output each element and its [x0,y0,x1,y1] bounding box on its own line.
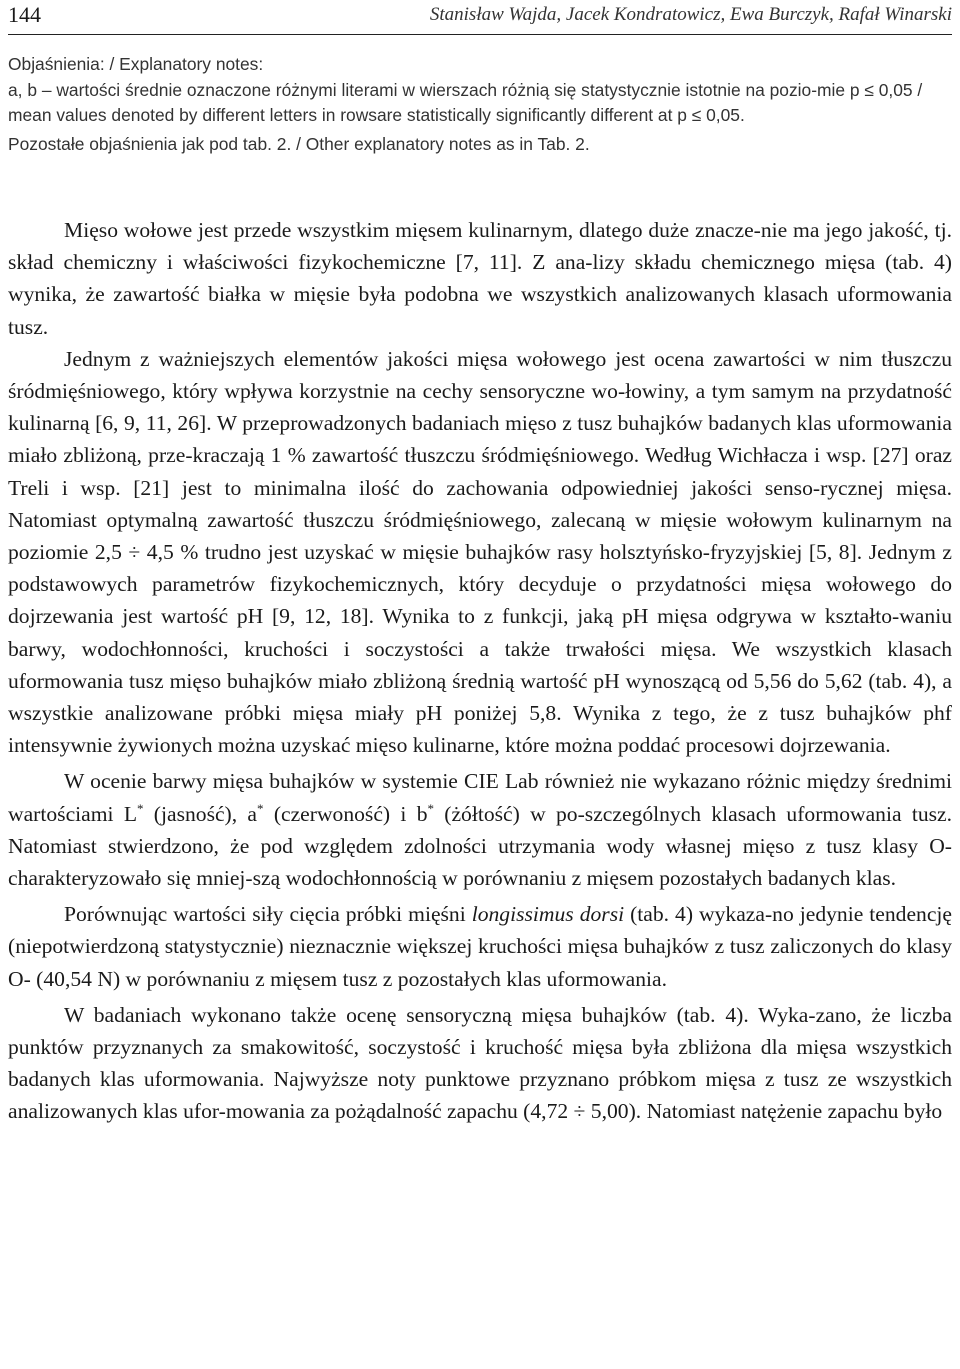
superscript-asterisk: * [427,800,434,816]
notes-other-line: Pozostałe objaśnienia jak pod tab. 2. / Other explanatory notes as in Tab. 2. [8,133,590,154]
notes-heading: Objaśnienia: / Explanatory notes: [8,54,264,74]
paragraph-2: Jednym z ważniejszych elementów jakości mięsa wołowego jest ocena zawartości w nim tłuszczu śródmięśniowego, który wpływa korzystnie na cechy sensoryczne wo-łowiny, a tym samym na przydatność kulinarną [6, 9, 11, 26]. W przeprowadzonych badaniach mięso z tusz buhajków badanych klas uformowania miało zbliżoną, prze-kraczają 1 % zawartość tłuszczu śródmięśniowego. Według Wichłacza i wsp. [27] oraz Treli i wsp. [21] jest to minimalna ilość do zachowania odpowiedniej jakości senso-rycznej mięsa. Natomiast optymalną zawartość tłuszczu śródmięśniowego, zalecaną w mięsie wołowym kulinarnym na poziomie 2,5 ÷ 4,5 % trudno jest uzyskać w mięsie buhajków rasy holsztyńsko-fryzyjskiej [5, 8]. Jednym z podstawowych parametrów fizykochemicznych, który decyduje o przydatności mięsa wołowego do dojrzewania jest wartość pH [9, 12, 18]. Wynika to z funkcji, jaką pH mięsa odgrywa w kształto-waniu barwy, wodochłonności, kruchości i soczystości a także trwałości mięsa. We wszystkich klasach uformowania tusz mięso buhajków miało zbliżoną średnią wartość pH wynoszącą od 5,56 do 5,62 (tab. 4), a wszystkie analizowane próbki mięsa miały pH poniżej 5,8. Wynika z tego, że z tusz buhajków phf intensywnie żywionych można uzyskać mięso kulinarne, które można poddać procesowi dojrzewania. [8,346,952,758]
paragraph-5: W badaniach wykonano także ocenę sensoryczną mięsa buhajków (tab. 4). Wyka-zano, że liczba punktów przyznanych za smakowitość, soczystość i kruchość mięsa była zbliżona dla mięsa wszystkich badanych klas uformowania. Najwyższe noty punktowe przyznano próbkom mięsa z tusz ze wszystkich analizowanych klas ufor-mowania za pożądalność zapachu (4,72 ÷ 5,00). Natomiast natężenie zapachu było [8,1002,952,1124]
paragraph-1: Mięso wołowe jest przede wszystkim mięsem kulinarnym, dlatego duże znacze-nie ma jego jakość, tj. skład chemiczny i właściwości fizykochemiczne [7, 11]. Z ana-lizy składu chemicznego mięsa (tab. 4) wynika, że zawartość białka w mięsie była podobna we wszystkich analizowanych klasach uformowania tusz. [8,218,952,339]
paragraph-3-text-d: (żółtość) w po-szczególnych klasach uformowania tusz. Natomiast stwierdzono, że pod względem zdolności utrzymania wody własnej mięso z tusz klasy O- charakteryzowało się mniej-szą wodochłonnością w porównaniu z mięsem pozostałych badanych klas. [8,801,953,891]
table-explanatory-notes [8,52,952,157]
superscript-asterisk: * [137,800,144,816]
page-number: 144 [8,2,41,27]
article-body [8,214,952,1128]
running-head-authors: Stanisław Wajda, Jacek Kondratowicz, Ewa Burczyk, Rafał Winarski [429,4,952,25]
paragraph-3-text-c: (czerwoność) i b [263,801,428,826]
paragraph-3-text-b: (jasność), a [143,801,258,826]
paragraph-3 [8,765,952,894]
paragraph-4 [8,898,952,995]
paragraph-4-text-a: Porównując wartości siły cięcia próbki mięśni [64,902,472,927]
paragraph-4-text-b: (tab. 4) wykaza-no jedynie tendencję (niepotwierdzoną statystycznie) nieznacznie większej kruchości mięsa buhajków z tusz zaliczonych do klasy O- (40,54 N) w porównaniu z mięsem tusz z pozostałych klas uformowania. [8,902,953,991]
notes-significance-line: a, b – wartości średnie oznaczone różnymi literami w wierszach różnią się statystycznie istotnie na pozio-mie p ≤ 0,05 / mean values denoted by different letters in rowsare statistically significantly different at p ≤ 0,05. [8,79,923,125]
latin-term: longissimus dorsi [471,902,625,927]
paragraph-3-text-a: W ocenie barwy mięsa buhajków w systemie CIE Lab również nie wykazano różnic między średnimi wartościami L [8,769,952,826]
page-header [8,0,952,35]
superscript-asterisk: * [257,800,264,816]
